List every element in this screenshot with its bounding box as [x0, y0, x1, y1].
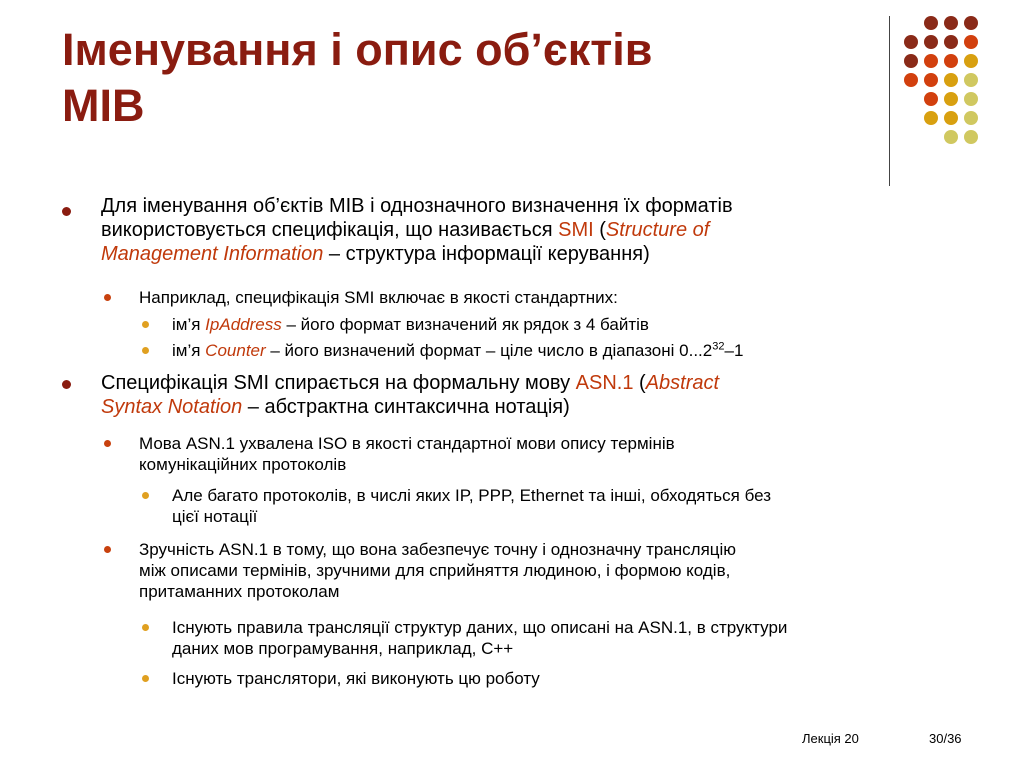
- text-segment: –1: [724, 341, 744, 360]
- text-line: комунікаційних протоколів: [139, 455, 347, 474]
- decorative-dot: [964, 16, 978, 30]
- ipaddress-term: IpAddress: [205, 315, 282, 334]
- decorative-dot: [964, 92, 978, 106]
- bullet-marker: [142, 492, 149, 499]
- bullet-marker: [142, 347, 149, 354]
- bullet-asn1-convenience: [139, 539, 939, 602]
- text-line: [101, 242, 921, 266]
- text-segment: ім’я: [172, 315, 206, 334]
- smi-expansion: Structure of: [605, 219, 710, 241]
- text-line: Існують правила трансляції структур даних, що описані на ASN.1, в структури: [172, 618, 788, 637]
- decorative-dot: [924, 92, 938, 106]
- text-segment: – його визначений формат – ціле число в діапазоні 0...2: [265, 341, 713, 360]
- text-segment: – його формат визначений як рядок з 4 байтів: [281, 315, 649, 334]
- text-segment: ім’я: [172, 341, 206, 360]
- footer-lecture: Лекція 20: [802, 731, 859, 746]
- bullet-marker: [142, 321, 149, 328]
- smi-term: SMI: [558, 219, 594, 241]
- decorative-dot: [904, 35, 918, 49]
- decorative-dot: [944, 92, 958, 106]
- decorative-dot: [964, 111, 978, 125]
- decorative-dot: [944, 54, 958, 68]
- bullet-marker: [142, 675, 149, 682]
- text-line: притаманних протоколам: [139, 582, 340, 601]
- footer-page-number: 30/36: [929, 731, 962, 746]
- bullet-smi-naming: [101, 194, 921, 266]
- bullet-marker: [142, 624, 149, 631]
- text-line: [101, 371, 921, 395]
- decorative-dot: [964, 130, 978, 144]
- bullet-asn1-iso: [139, 433, 939, 475]
- asn1-expansion: Syntax Notation: [101, 396, 243, 418]
- text-line: даних мов програмування, наприклад, C++: [172, 639, 514, 658]
- bullet-other-protocols: [172, 485, 962, 527]
- counter-term: Counter: [205, 341, 266, 360]
- bullet-translators: Існують транслятори, які виконують цю роботу: [172, 669, 540, 688]
- text-line: [101, 218, 921, 242]
- asn1-expansion: Abstract: [645, 372, 720, 394]
- bullet-marker: [62, 380, 71, 389]
- decorative-dot: [964, 54, 978, 68]
- decorative-dot: [944, 130, 958, 144]
- text-line: Для іменування об’єктів MIB і однозначного визначення їх форматів: [101, 195, 733, 217]
- text-line: [101, 395, 921, 419]
- text-segment: (: [633, 372, 646, 394]
- text-line: цієї нотації: [172, 507, 258, 526]
- decorative-dot: [924, 16, 938, 30]
- divider-line: [889, 16, 890, 186]
- title-line-1: Іменування і опис об’єктів: [62, 24, 653, 75]
- decorative-dot: [944, 16, 958, 30]
- bullet-marker: [62, 207, 71, 216]
- text-line: Зручність ASN.1 в тому, що вона забезпечує точну і однозначну трансляцію: [139, 540, 737, 559]
- bullet-marker: [104, 294, 111, 301]
- exponent: 32: [712, 340, 725, 353]
- title-line-2: MIB: [62, 80, 145, 131]
- smi-expansion: Management Information: [101, 243, 324, 265]
- decorative-dot: [904, 54, 918, 68]
- bullet-marker: [104, 440, 111, 447]
- decorative-dot: [924, 73, 938, 87]
- asn1-term: ASN.1: [575, 372, 634, 394]
- text-segment: – абстрактна синтаксична нотація): [242, 396, 570, 418]
- decorative-dot: [924, 35, 938, 49]
- decorative-dot: [964, 73, 978, 87]
- text-line: між описами термінів, зручними для сприйняття людиною, і формою кодів,: [139, 561, 731, 580]
- slide-title: [62, 22, 862, 134]
- decorative-dot: [924, 54, 938, 68]
- text-segment: (: [593, 219, 606, 241]
- text-line: Але багато протоколів, в числі яких IP, PPP, Ethernet та інші, обходяться без: [172, 486, 771, 505]
- text-segment: використовується специфікація, що називається: [101, 219, 559, 241]
- decorative-dot: [944, 111, 958, 125]
- bullet-asn1-basis: [101, 371, 921, 419]
- bullet-ipaddress: [172, 314, 962, 335]
- text-line: Мова ASN.1 ухвалена ISO в якості стандартної мови опису термінів: [139, 434, 675, 453]
- bullet-marker: [104, 546, 111, 553]
- decorative-dot: [964, 35, 978, 49]
- text-segment: Специфікація SMI спирається на формальну мову: [101, 372, 576, 394]
- bullet-smi-example: Наприклад, специфікація SMI включає в якості стандартних:: [139, 288, 618, 307]
- text-segment: – структура інформації керування): [323, 243, 650, 265]
- decorative-dot: [924, 111, 938, 125]
- decorative-dot: [944, 73, 958, 87]
- bullet-translation-rules: [172, 617, 962, 659]
- decorative-dot: [904, 73, 918, 87]
- decorative-dot: [944, 35, 958, 49]
- bullet-counter: [172, 340, 962, 361]
